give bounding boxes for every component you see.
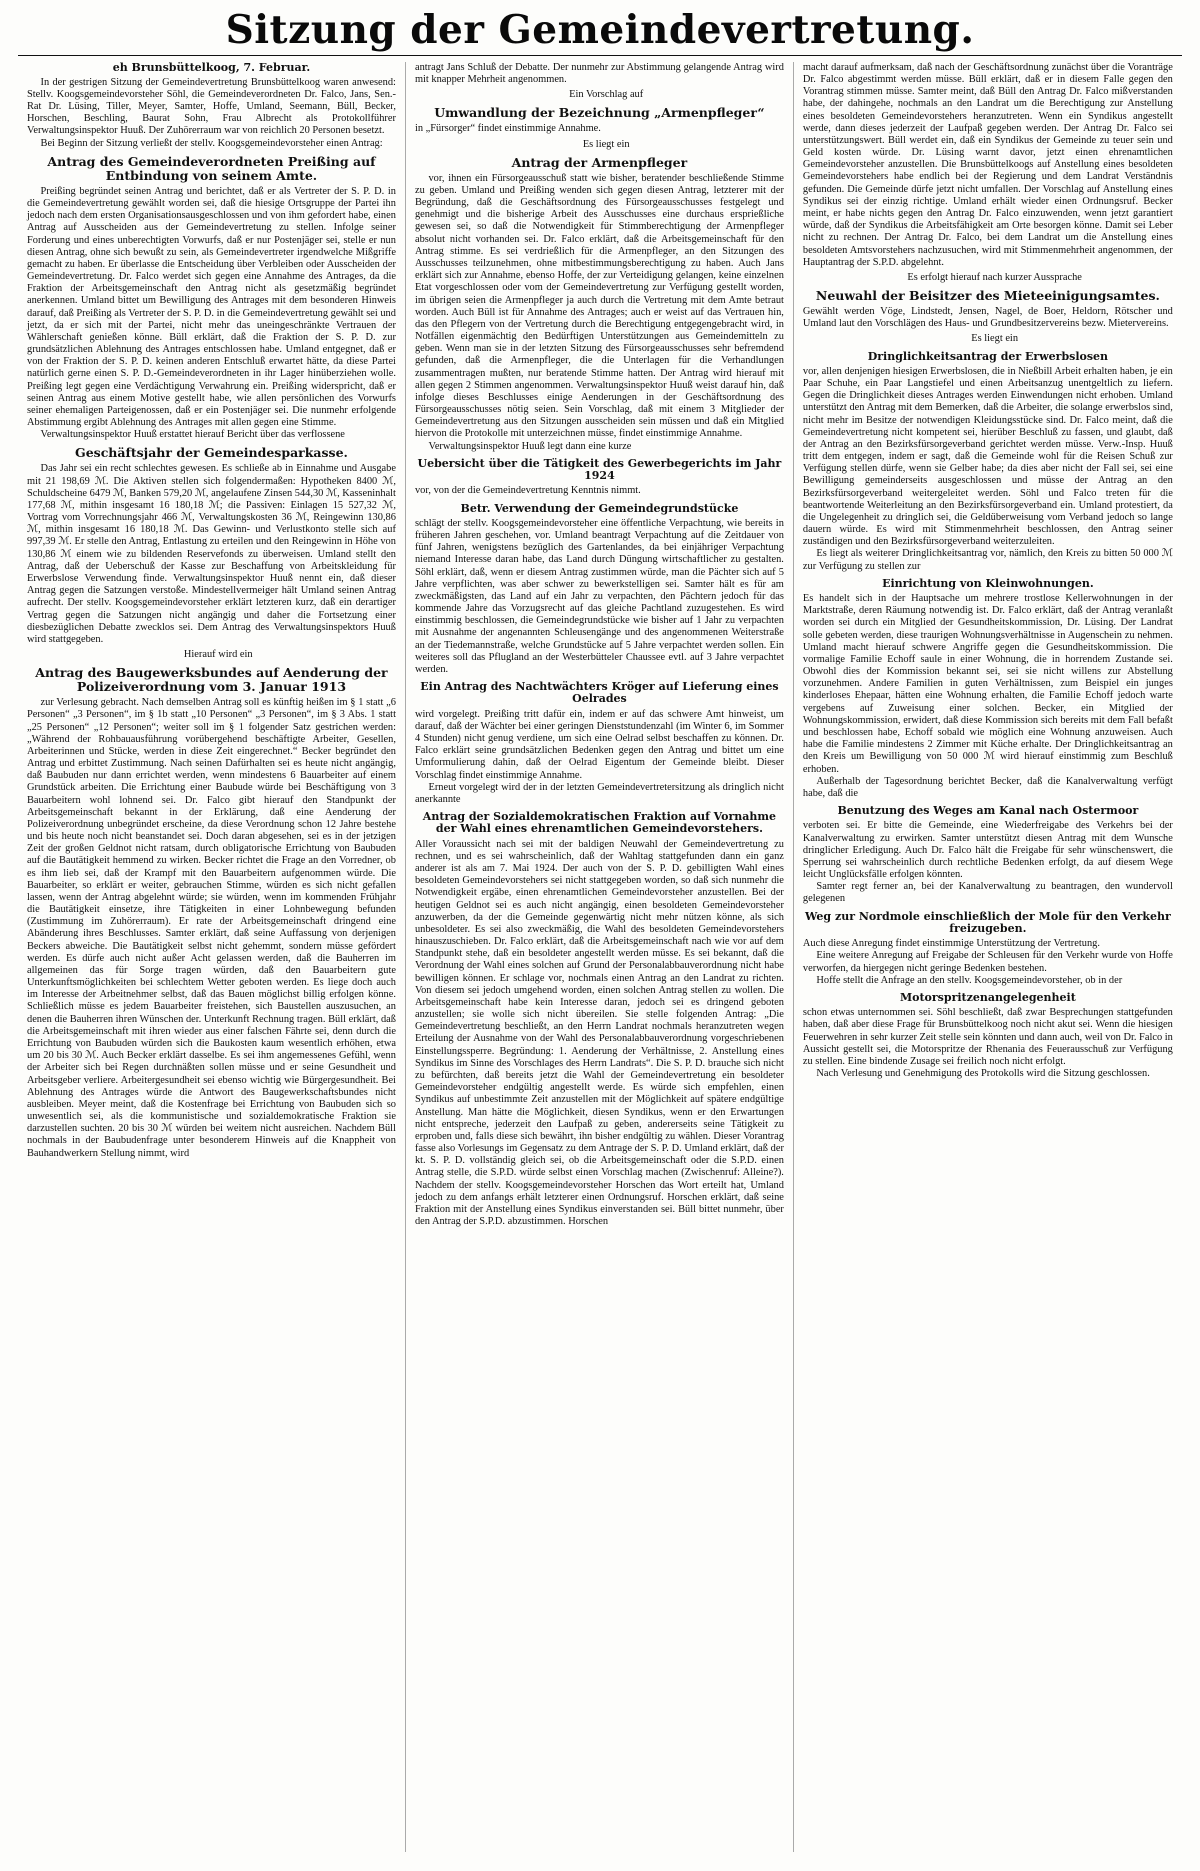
paragraph: macht darauf aufmerksam, daß nach der Geschäftsordnung zunächst über die Voranträge Dr. Falco abgestimmt werden müsse. Büll erklärt, daß er in diesem Falle gegen den Vorantrag stimmen müsse. Samter meint, daß Büll den Antrag Dr. Falco mißverstanden habe, der dahingehe, nochmals an den Landrat um die Berechtigung zur Anstellung eines besoldeten Gemeindevorstehers heranzutreten. Wenn ein Syndikus angestellt werde, dann dieses jederzeit der Laufpaß gegeben werden. Der Antrag Dr. Falco sei unterstützungswert. Büll werdet ein, daß ein Syndikus der Gemeinde zu teuer sein und Geld kosten würde. Dr. Lüsing warnt davor, jetzt einen ehrenamtlichen Gemeindevorsteher anzustellen. Die Brunsbüttelkoogs auf Anstellung eines besoldeten Gemeindevorstehers habe endlich bei der Regierung und dem Landrat Verständnis gefunden. Die Gemeinde dürfe jetzt nicht umfallen. Der Vorschlag auf Anstellung eines Syndikus sei der einzig richtige. Umland erhält wieder einen Ordnungsruf. Becker meint, er habe nichts gegen den Antrag Dr. Falco einzuwenden, wenn jetzt garantiert würde, daß der Syndikus die Arbeitsfähigkeit am Orte besorgen könne. Damit sei Leber nicht zu rechnen. Der Antrag Dr. Falco, bei dem Landrat um die Anstellung eines besoldeten Amtsvorstehers nachzusuchen, wird mit Stimmenmehrheit angenommen, der Hauptantrag der S.P.D. abgelehnt. bbox=[802, 61, 1173, 268]
paragraph: Außerhalb der Tagesordnung berichtet Becker, daß die Kanalverwaltung verfügt habe, daß die bbox=[802, 775, 1173, 799]
paragraph: Preißing begründet seinen Antrag und berichtet, daß er als Vertreter der S. P. D. in die Gemeindevertretung gewählt worden sei, daß die hiesige Ortsgruppe der Partei ihn jedoch nach dem ersten Organisationsausgeschlossen und von ihm gefordert habe, einen Antrag auf Ausscheiden aus der Gemeindevertretung zu stellen. Infolge seiner Forderung und eines unberechtigten Vorwurfs, daß er nur Postenjäger sei, stelle er nun diesen Antrag, ohne sich bewußt zu sein, als Gemeindevertreter irgendwelche Mißgriffe gemacht zu haben. Er überlasse die Entscheidung über Verbleiben oder Ausscheiden der Gemeindevertretung. Dr. Falco werdet sich gegen eine Annahme des Antrages, da die Fraktion der Arbeitsgemeinschaft den Antrag nicht als gesetzmäßig begründet anerkennen. Umland bittet um Bewilligung des Antrages mit dem besonderen Hinweis darauf, daß Preißing als Vertreter der S. P. D. in die Gemeindevertretung gewählt sei und jetzt, da er sich mit der Partei, nicht mehr das uneingeschränkte Vertrauen der Wählerschaft genießen könne. Büll erklärt, daß die Fraktion der S. P. D. zur grundsätzlichen Ablehnung des Antrages entschlossen habe. Umland entgegnet, daß er von der Fraktion der S. P. D. keinen anderen Entschluß erwartet hätte, da diese Partei natürlich gerne einen S. P. D.-Gemeindeverordneten in ihr Lager hinüberziehen wolle. Preißing legt gegen eine Verdächtigung Verwahrung ein. Preißing widerspricht, daß er seinen Antrag aus einem Motive gestellt habe, wie allen persönlichen des Vorwurfs seiner ehemaligen Parteigenossen, daß er ein Postenjäger sei. Die nunmehr erfolgende Abstimmung ergibt Ablehnung des Antrages mit allen gegen eine Stimme. bbox=[27, 185, 396, 429]
section-heading: Antrag des Gemeindeverordneten Preißing auf Entbindung von seinem Amte. bbox=[47, 153, 376, 183]
article-columns bbox=[18, 62, 1182, 1852]
paragraph: In der gestrigen Sitzung der Gemeindevertretung Brunsbüttelkoog waren anwesend: Stellv. Koogsgemeindevorsteher Söhl, die Gemeindeverordneten Dr. Falco, Jans, Sen.-Rat Dr. Lüsing, Tiller, Meyer, Samter, Hoffe, Umland, Seemann, Büll, Becker, Horschen, Beschling, Baurat Sohn, Frau Albrecht als Protokollführer Verwaltungsinspektor Huuß. Der Zuhörerraum war von reichlich 20 Personen besetzt. bbox=[27, 76, 396, 137]
section-heading: Einrichtung von Kleinwohnungen. bbox=[882, 576, 1094, 590]
column-3 bbox=[794, 62, 1182, 1852]
section-heading: Geschäftsjahr der Gemeindesparkasse. bbox=[75, 445, 348, 461]
paragraph: Bei Beginn der Sitzung verließt der stellv. Koogsgemeindevorsteher einen Antrag: bbox=[40, 137, 383, 149]
paragraph: Verwaltungsinspektor Huuß legt dann eine kurze bbox=[428, 440, 632, 452]
paragraph: in „Fürsorger“ findet einstimmige Annahme. bbox=[414, 123, 601, 135]
paragraph: Aller Voraussicht nach sei mit der baldigen Neuwahl der Gemeindevertretung zu rechnen, und es sei wahrscheinlich, daß der Wahltag stattgefunden dann ein ganz anderer ist als am 7. Mai 1924. Der auch von der S. P. D. gebilligten Wahl eines besoldeten Gemeindevorstehers sei nicht stattgegeben worden, so daß sich nunmehr die Notwendigkeit ergäbe, einen ehrenamtlichen Gemeindevorsteher anzustellen. Bei der heutigen Geldnot sei es auch nicht angängig, einen besoldeten Gemeindevorsteher anzuwerben, da der die Gemeinde gegenwärtig nicht mehr nützen könne, als sich unbesoldeter. Es sei also zweckmäßig, die Wahl des besoldeten Gemeindevorstehers hinauszuschieben. Dr. Falco erklärt, daß die Arbeitsgemeinschaft nach wie vor auf dem Standpunkt stehe, daß ein besoldeter angestellt werden müsse. Es sei bekannt, daß die Verordnung der Wahl eines solchen auf Grund der Personalabbauverordnung nicht habe bewilligen können. Er schlage vor, nochmals einen Antrag an den Landrat zu richten. Von diesem sei jedoch umgehend worden, einen solchen Antrag stellen zu wollen. Die Arbeitsgemeinschaft habe kein Interesse daran, jedoch sei es dringend geboten anzustellen; sie wolle sich nicht übereilen. Sie stelle folgenden Antrag: „Die Gemeindevertretung beschließt, an den Herrn Landrat nochmals heranzutreten wegen Erteilung der Ausnahme von der Wahl des Personalabbauverordnung vorgeschriebenen Einstellungssperre. Begründung: 1. Aenderung der Verhältnisse, 2. Anstellung eines Syndikus im Sinne des Vorschlages des Herrn Landrats“. Die S. P. D. brauche sich nicht zu befürchten, daß bereits jetzt die Wahl der Gemeindevertretung ein besoldeter Gemeindevorsteher endgültig angestellt werde. Es würde sich empfehlen, einen Syndikus auf unbestimmte Zeit anzustellen mit der Möglichkeit auf spätere endgültige Anstellung. Man hätte die Möglichkeit, diesen Syndikus, wenn er den Erwartungen nicht entspreche, jederzeit den Laufpaß zu geben, andererseits seine Tätigkeit zu erproben und, falls diese sich bewährt, ihn bisher endgültig zu wählen. Dieser Vorantrag fasse also Vorlesungs im Gegensatz zu dem Antrage der S. P. D. Umland erklärt, daß der kt. S. P. D. vollständig gleich sei, ob die Arbeitsgemeinschaft oder die S.P.D. einen Antrag stelle, die S.P.D. würde selbst einen Vorschlag machen (Zwischenruf: Alleine?). Nachdem der stellv. Koogsgemeindevorsteher Horschen das Wort erteilt hat, Umland jedoch zu dem anfangs erhält letzterer einen Ordnungsruf. Horschen erklärt, daß seine Fraktion mit der Anstellung eines Syndikus einverstanden sei. Büll bittet nunmehr, über den Antrag der S.P.D. abzustimmen. Horschen bbox=[414, 838, 784, 1228]
paragraph: Gewählt werden Vöge, Lindstedt, Jensen, Nagel, de Boer, Heldorn, Rötscher und Umland laut den Vorschlägen des Haus- und Grundbesitzervereins bezw. Mietervereins. bbox=[802, 306, 1173, 330]
paragraph: vor, ihnen ein Fürsorgeausschuß statt wie bisher, beratender beschließende Stimme zu geben. Umland und Preißing wenden sich gegen diesen Antrag, letzterer mit der Begründung, daß die Geschäftsordnung des Fürsorgeausschusses festgelegt und genehmigt und die bisherige Arbeit des Ausschusses eine durchaus ersprießliche gewesen sei, so daß die Notwendigkeit für Stimmberechtigung der Armenpfleger absolut nicht vorhanden sei. Dr. Falco erklärt, daß die Arbeitsgemeinschaft für den Antrag stimme. Es sei verdrießlich für die Armenpfleger, an den Sitzungen des Ausschusses teilzunehmen, ohne mitbestimmungsberechtigung zu haben. Auch Jans erklärt sich zur Annahme, ebenso Hoffe, der zur Verteidigung gelangen, keine einzelnen Etat vorgeschlossen oder vom der Gemeindevertretung zur Verfügung gestellt worden, im übrigen seien die Armenpfleger ja auch durch die Vertretung mit dem Amte betraut worden. Auch Büll ist für Annahme des Antrages; auch er weist auf das Vertrauen hin, das den Pflegern von der Vertretung durch die Berechtigung entgegengebracht wird, in Notfällen eigenmächtig den Bedürftigen Unterstützungen aus Gemeindemitteln zu geben. Wenn man sie in der letzten Sitzung des Fürsorgeausschusses sehr befremdend gefunden, daß die Armenpfleger, die die Unterlagen für die Verhandlungen zusammentragen mußten, nur beratende Stimme hatten. Der Antrag wird hierauf mit allen gegen 2 Stimmen angenommen. Verwaltungsinspektor Huuß weist darauf hin, daß infolge dieses Beschlusses einige Aenderungen in der Geschäftsordnung des Fürsorgeausschusses nötig seien. Sein Vorschlag, daß mit einem 3 Mitglieder der Gemeindevertretung aus den Sitzungen ausscheiden sein müssen und daß ein Mitglied hiervon die Protokolle mit unterzeichnen müsse, findet einstimmige Annahme. bbox=[414, 172, 784, 440]
section-heading: Antrag des Baugewerksbundes auf Aenderung der Polizeiverordnung vom 3. Januar 1913 bbox=[35, 665, 388, 695]
section-heading: Neuwahl der Beisitzer des Mieteeinigungsamtes. bbox=[815, 288, 1160, 304]
section-heading: Betr. Verwendung der Gemeindegrundstücke bbox=[460, 501, 739, 515]
paragraph: Das Jahr sei ein recht schlechtes gewesen. Es schließe ab in Einnahme und Ausgabe mit 21 198,69 ℳ. Die Aktiven stellen sich folgendermaßen: Hypotheken 8400 ℳ, Schuldscheine 6479 ℳ, Banken 579,20 ℳ, angelaufene Zinsen 544,30 ℳ, Kasseninhalt 177,68 ℳ, mithin insgesamt 16 180,18 ℳ; die Passiven: Einlagen 15 527,32 ℳ, Vortrag vom Vorrechnungsjahr 466 ℳ, Verwaltungskosten 36 ℳ, Reingewinn 130,86 ℳ, mithin insgesamt 16 180,18 ℳ. Das Gewinn- und Verlustkonto stelle sich auf 997,39 ℳ. Er stelle den Antrag, Entlastung zu erteilen und den Reingewinn in Höhe von 130,86 ℳ einem wie zu bildenden Reservefonds zu überweisen. Umland stellt den Antrag, daß der Ueberschuß der Kasse zur Beschaffung von Arbeitskleidung für Erwerbslose Verwendung finde. Verwaltungsinspektor Huuß nennt ein, daß dieser Antrag gegen die Satzungen verstoße. Mindestellvermeiger hält Umland seinen Antrag aufrecht. Der stellv. Koogsgemeindevorsteher erklärt letzteren kurz, daß ein derartiger Vertrag gegen die Satzungen nicht angängig und daher die Fortsetzung einer diesbezüglichen Debatte zwecklos sei. Dem Antrag des Verwaltungsinspektors Huuß wird stattgegeben. bbox=[27, 463, 396, 645]
paragraph: Ein Vorschlag auf bbox=[569, 89, 644, 101]
section-heading: Benutzung des Weges am Kanal nach Ostermoor bbox=[837, 804, 1139, 818]
paragraph: antragt Jans Schluß der Debatte. Der nunmehr zur Abstimmung gelangende Antrag wird mit knapper Mehrheit angenommen. bbox=[414, 61, 784, 86]
paragraph: Es liegt ein bbox=[582, 138, 630, 150]
paragraph: Erneut vorgelegt wird der in der letzten Gemeindevertretersitzung als dringlich nicht anerkannte bbox=[414, 781, 784, 805]
paragraph: zur Verlesung gebracht. Nach demselben Antrag soll es künftig heißen im § 1 statt „6 Personen“ „3 Personen“, im § 1b statt „10 Personen“ „3 Personen“, im § 3 Abs. 1 statt „25 Personen“ „12 Personen“; weiter soll im § 1 folgender Satz gestrichen werden: „Während der Rohbauausführung vorübergehend beschäftigte Arbeiter, Gesellen, Arbeiterinnen und Stücke, werden in diese Zeit eingerechnet.“ Becker begründet den Antrag und erbittet Zustimmung. Nach seinen Dafürhalten sei es heute nicht angängig, daß Baubuden nur dann errichtet werden, wenn mindestens 6 Bauarbeiter auf einem Grundstück arbeiten. Die Errichtung einer Baubude würde bei Beschäftigung von 3 Bauarbeitern wohl lohnend sei. Dr. Falco gibt hierauf den Standpunkt der Arbeitsgemeinschaft bekannt in der Erklärung, daß eine Aenderung der Polizeiverordnung unbegründet erscheine, da diese Verordnung schon 12 Jahre bestehe und bis heute noch nicht beanstandet sei. Doch daran abgesehen, sei es in der jetzigen Zeit der großen Geldnot nicht ratsam, durch obligatorische Errichtung von Baubuden auf die Bautätigkeit hemmend zu wirken. Becker richtet die Frage an den Vorredner, ob es ihm lieb sei, daß der Krampf mit den Bauarbeitern aufgenommen würde. Die Bauarbeiter, so erklärt er weiter, gebrauchen Stimme, würden es sich nicht gefallen lassen, wenn der Antrag abgelehnt würde; sie würden, wenn im kommenden Frühjahr die Bautätigkeit einsetze, ihre Tätigkeiten in einer Lohnbewegung befunden (Zustimmung im Zuhörerraum). Er rate der Arbeitsgemeinschaft dringend eine Abänderung ihres Beschlusses. Samter erklärt, daß seine Auffassung von derjenigen Beckers abweiche. Die Bautätigkeit selbst nicht gehemmt, sondern müsse gefördert werden. Es dürfe auch nicht außer Acht gelassen werden, daß die Bauherren im allgemeinen das für Sorge tragen würden, daß den Bauarbeitern gute Unterkunftsmöglichkeiten bei schlechtem Wetter geboten werden. Es liege doch auch im Interesse der Arbeitnehmer selbst, daß das Bauen möglichst billig erfolgen könne. Schließlich müsse es jedem Bauarbeiter freistehen, sich Baustellen auszusuchen, an denen die Bauherren ihren Wünschen der. Unterkunft Rechnung tragen. Büll erklärt, daß die Arbeitsgemeinschaft mit ihren wieder aus einer falschen Fährte sei, denn durch die Errichtung von Baubuden würden sich die Baukosten kaum wesentlich erhöhen, etwa um 20 bis 30 ℳ. Auch Becker erklärt dasselbe. Es sei ihm angemessenes Gefühl, wenn der Arbeiter sich bei Regen durchnäßten sollen müsse und er seine Gesundheit und Arbeitsgeber verliere. Arbeitergesundheit sei ebenso wichtig wie Bürgergesundheit. Bei Ablehnung des Antrages würde die Antwort des Baugewerkschaftsbundes nicht ausbleiben. Meyer meint, daß die Kostenfrage bei Errichtung von Baubuden sich so unwesentlich sei, als die kommunistische und sozialdemokratische Fraktion sie darzustellen suchten. 20 bis 30 ℳ würden bei weitem nicht ausreichen. Nachdem Büll nochmals in der Baubudenfrage unter besonderem Hinweis auf die Knappheit von Bauhandwerkern Stellung nimmt, wird bbox=[27, 697, 396, 1159]
section-heading: Motorspritzenangelegenheit bbox=[899, 990, 1076, 1004]
paragraph: Eine weitere Anregung auf Freigabe der Schleusen für den Verkehr wurde von Hoffe verworfen, da hiergegen nicht geringe Bedenken bestehen. bbox=[802, 950, 1173, 974]
column-2 bbox=[406, 62, 794, 1852]
paragraph: Auch diese Anregung findet einstimmige Unterstützung der Vertretung. bbox=[802, 938, 1100, 950]
section-heading: Antrag der Sozialdemokratischen Fraktion auf Vornahme der Wahl eines ehrenamtlichen Gemeindevorstehers. bbox=[422, 810, 777, 836]
section-heading: Umwandlung der Bezeichnung „Armenpfleger“ bbox=[434, 105, 765, 121]
paragraph: schon etwas unternommen sei. Söhl beschließt, daß zwar Besprechungen stattgefunden haben, daß aber diese Frage für Brunsbüttelkoog noch nicht akut sei. Wenn die hiesigen Feuerwehren in sehr kurzer Zeit stelle sein könnten und dann auch, weil von Dr. Falco in Aussicht gestellt sei, die Motorspritze der Rhenania des Feuerausschuß zur Verfügung zu stellen. Eine bindende Zusage sei freilich noch nicht erfolgt. bbox=[802, 1007, 1173, 1067]
paragraph: Es liegt als weiterer Dringlichkeitsantrag vor, nämlich, den Kreis zu bitten 50 000 ℳ zur Verfügung zu stellen zur bbox=[802, 548, 1173, 572]
paragraph: Samter regt ferner an, bei der Kanalverwaltung zu beantragen, den wundervoll gelegenen bbox=[802, 881, 1173, 905]
paragraph: Nach Verlesung und Genehmigung des Protokolls wird die Sitzung geschlossen. bbox=[816, 1068, 1150, 1080]
paragraph: Hierauf wird ein bbox=[183, 649, 253, 661]
paragraph: Es erfolgt hierauf nach kurzer Aussprache bbox=[907, 271, 1082, 283]
paragraph: Verwaltungsinspektor Huuß erstattet hierauf Bericht über das verflossene bbox=[40, 429, 345, 441]
dateline: eh Brunsbüttelkoog, 7. Februar. bbox=[112, 61, 311, 74]
section-heading: Ein Antrag des Nachtwächters Kröger auf Lieferung eines Oelrades bbox=[420, 680, 779, 706]
paragraph: vor, allen denjenigen hiesigen Erwerbslosen, die in Nießbill Arbeit erhalten haben, je ein Paar Schuhe, ein Paar Langstiefel und einen Arbeitsanzug unentgeltlich zu liefern. Gegen die Dringlichkeit dieses Antrages werden Einwendungen nicht erhoben. Umland unterstützt den Antrag mit dem Bemerken, daß die Arbeiter, die solange erwerbslos sind, nicht mehr im Besitze der notwendigen Kleidungsstücke sind. Dr. Falco meint, daß die Gemeindevertretung nicht kompetent sei, hierüber Beschluß zu fassen, und glaubt, daß der Antrag an den Bezirksfürsorgeverband gerichtet werden müsse. Verw.-Insp. Huuß tritt dem entgegen, indem er sagt, daß die Gemeinde wohl für die Reisen Schuß zur Verfügung stellen dürfe, wenn sie Gelber habe; da dies aber nicht der Fall sei, sei eine Bewilligung gemeinderseits ausgeschlossen und müsse der Antrag an den Bezirksfürsorgeverband weitergeleitet werden. Söhl und Falco treten für die beantwortende Weiterleitung an den Bezirksfürsorgeverband ein. Umland protestiert, da die Ungelegenheit zu dringlich sei, die Geldüberweisung vom Verband jedoch so lange dauern würde. Es wird mit Stimmenmehrheit beschlossen, den Antrag seiner zuständigen und den Bezirksfürsorgeverband weiterzuleiten. bbox=[802, 365, 1173, 548]
section-heading: Weg zur Nordmole einschließlich der Mole für den Verkehr freizugeben. bbox=[804, 909, 1171, 935]
paragraph: vor, von der die Gemeindevertretung Kenntnis nimmt. bbox=[414, 485, 641, 497]
paragraph: wird vorgelegt. Preißing tritt dafür ein, indem er auf das schwere Amt hinweist, um darauf, daß der Wächter bei einer geringen Dienststundenzahl (im Winter 6, im Sommer 4 Stunden) nicht genug verdiene, um sich eine Oelrad selbst beschaffen zu können. Dr. Falco erklärt seine grundsätzlichen Bedenken gegen den Antrag und bittet um eine Umformulierung dahin, daß der Oelrad Eigentum der Gemeinde bleibt. Dieser Vorschlag findet einstimmige Annahme. bbox=[414, 708, 784, 781]
paragraph: schlägt der stellv. Koogsgemeindevorsteher eine öffentliche Verpachtung, wie bereits in früheren Jahren geschehen, vor. Umland beantragt Verpachtung auf die Zeitdauer von fünf Jahren, wenigstens bezüglich des Gartenlandes, da bei einjähriger Verpachtung niemand Interesse daran habe, das Land durch Düngung wirtschaftlicher zu gestalten. Söhl erklärt, daß, wenn er diesem Antrag zustimmen würde, man die Pächter sich auf 5 Jahre verpflichten, was aber schwer zu bewerkstelligen sei. Samter hält es für am zweckmäßigsten, das Land auf ein Jahr zu verpachten, den Pächtern jedoch für das kommende Jahre das Vorzugsrecht auf das gleiche Pachtland zuzugestehen. Es wird einstimmig beschlossen, die Gemeindegrundstücke wie bisher auf 1 Jahr zu verpachten mit Ausnahme der angenannten Schleusengänge und des angenommenen Weiterstraße an der Tiedemannstraße, welche Grundstücke auf 5 Jahre verpachtet werden sollen. Ein weiteres soll das Pflugland an der Westerbütteler Chaussee evtl. auf 3 Jahre verpachtet werden. bbox=[414, 517, 784, 675]
masthead-divider bbox=[18, 55, 1182, 56]
paragraph: Es handelt sich in der Hauptsache um mehrere trostlose Kellerwohnungen in der Marktstraße, deren Räumung notwendig ist. Dr. Falco erklärt, daß der Antrag veranlaßt worden sei durch ein Mitglied der Gesundheitskommission, Dr. Lüsing. Der Landrat solle gebeten werden, diese traurigen Wohnungsverhältnisse in Augenschein zu nehmen. Umland macht hierauf schwere Angriffe gegen die Gesundheitskommission. Die vormalige Familie Echoff saule in einer Wohnung, die in horrendem Zustande sei. Obwohl dies der Kommission bekannt sei, sei sie nicht willens zur Abstellung vorzunehmen. Andere Familien in guten Verhältnissen, zum Beispiel ein junges kinderloses Ehepaar, hätten eine Wohnung erhalten, die Familie Echoff jedoch warte vergebens auf Zuweisung einer solchen. Becker, ein Mitglied der Wohnungskommission, erwidert, daß diese Kommission sich bereits mit dem Fall befaßt und beschlossen habe, Echoff sobald wie möglich eine Wohnung anzuweisen. Auch habe die Familie mindestens 2 Zimmer mit Küche erhalte. Der Dringlichkeitsantrag an den Kreis um Bewilligung von 50 000 ℳ wird hierauf einstimmig zum Beschluß erhoben. bbox=[802, 593, 1173, 775]
section-heading: Antrag der Armenpfleger bbox=[511, 154, 688, 170]
section-heading: Dringlichkeitsantrag der Erwerbslosen bbox=[867, 349, 1109, 363]
paragraph: verboten sei. Er bitte die Gemeinde, eine Wiederfreigabe des Verkehrs bei der Kanalverwaltung zu erwirken. Samter unterstützt diesen Antrag mit dem Wunsche dringlicher Erledigung. Auch Dr. Falco hält die Freigabe für sehr wünschenswert, die Sperrung sei wahrscheinlich durch rechtliche Bedenken erfolgt, da auf diesem Wege leicht Unglücksfälle erfolgen könnten. bbox=[802, 820, 1173, 881]
column-1 bbox=[18, 62, 406, 1852]
paragraph: Es liegt ein bbox=[971, 333, 1019, 345]
section-heading: Uebersicht über die Tätigkeit des Gewerbegerichts im Jahr 1924 bbox=[417, 456, 782, 483]
page-title: Sitzung der Gemeindevertretung. bbox=[225, 7, 975, 53]
paragraph: Hoffe stellt die Anfrage an den stellv. Koogsgemeindevorsteher, ob in der bbox=[816, 974, 1123, 986]
